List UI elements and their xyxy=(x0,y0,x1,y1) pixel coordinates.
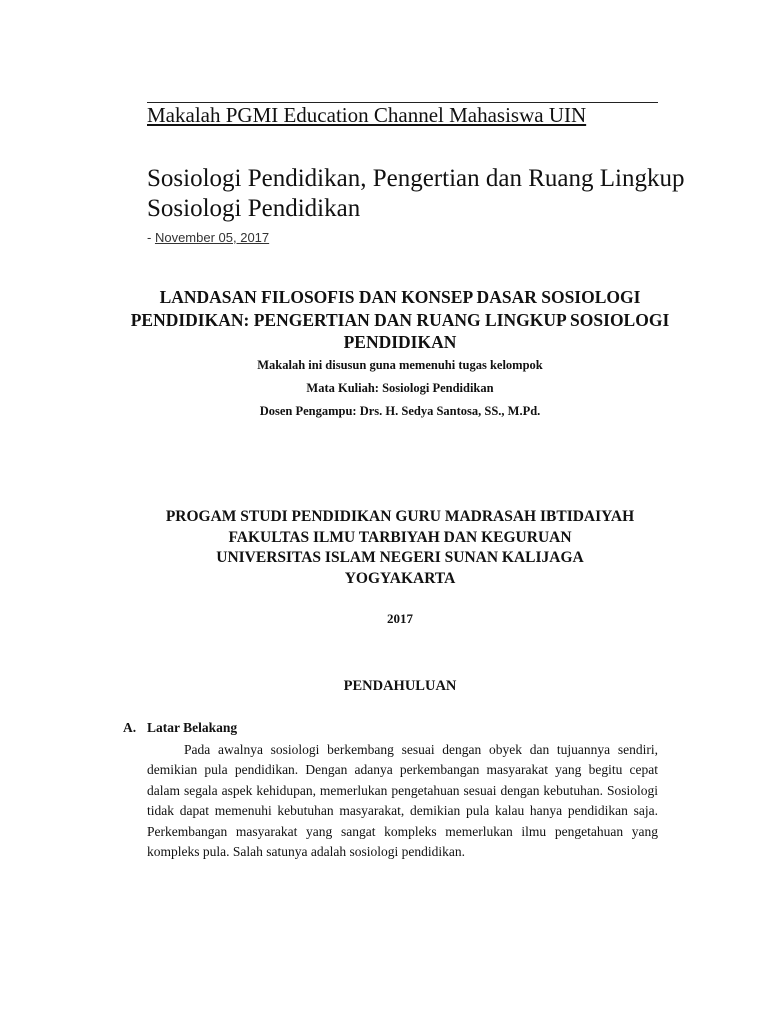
document-main-heading: LANDASAN FILOSOFIS DAN KONSEP DASAR SOSIOLOGI PENDIDIKAN: PENGERTIAN DAN RUANG LINGKUP SOSIOLOGI PENDIDIKAN xyxy=(130,287,670,352)
blog-title-link[interactable]: Makalah PGMI Education Channel Mahasiswa UIN xyxy=(147,103,587,127)
subsection-number: A. xyxy=(123,720,137,735)
section-title: PENDAHULUAN xyxy=(343,678,457,694)
document-purpose: Makalah ini disusun guna memenuhi tugas kelompok xyxy=(257,358,543,372)
post-date xyxy=(147,230,269,245)
subsection-heading xyxy=(123,720,237,736)
post-date-link[interactable]: November 05, 2017 xyxy=(154,230,270,245)
body-paragraph: Pada awalnya sosiologi berkembang sesuai dengan obyek dan tujuannya sendiri, demikian pula pendidikan. Dengan adanya perkembangan masyarakat yang begitu cepat dalam segala aspek kehidupan, memerlukan pengetahuan sesuai dengan kebutuhan. Sosiologi tidak dapat memenuhi kebutuhan masyarakat, demikian pula kalau hanya pendidikan saja. Perkembangan masyarakat yang sangat kompleks memerlukan ilmu pengetahuan yang kompleks pula. Salah satunya adalah sosiologi pendidikan. xyxy=(147,742,658,860)
document-institution: PROGAM STUDI PENDIDIKAN GURU MADRASAH IBTIDAIYAH FAKULTAS ILMU TARBIYAH DAN KEGURUAN UNIVERSITAS ISLAM NEGERI SUNAN KALIJAGA YOGYAKARTA xyxy=(165,508,635,587)
document-course: Mata Kuliah: Sosiologi Pendidikan xyxy=(306,381,494,395)
blog-title[interactable] xyxy=(147,103,667,127)
subsection-title: Latar Belakang xyxy=(147,720,238,735)
post-title: Sosiologi Pendidikan, Pengertian dan Ruang Lingkup Sosiologi Pendidikan xyxy=(147,165,685,222)
document-year: 2017 xyxy=(387,611,413,626)
post-date-prefix: - xyxy=(147,230,155,245)
document-lecturer: Dosen Pengampu: Drs. H. Sedya Santosa, SS., M.Pd. xyxy=(259,404,541,418)
